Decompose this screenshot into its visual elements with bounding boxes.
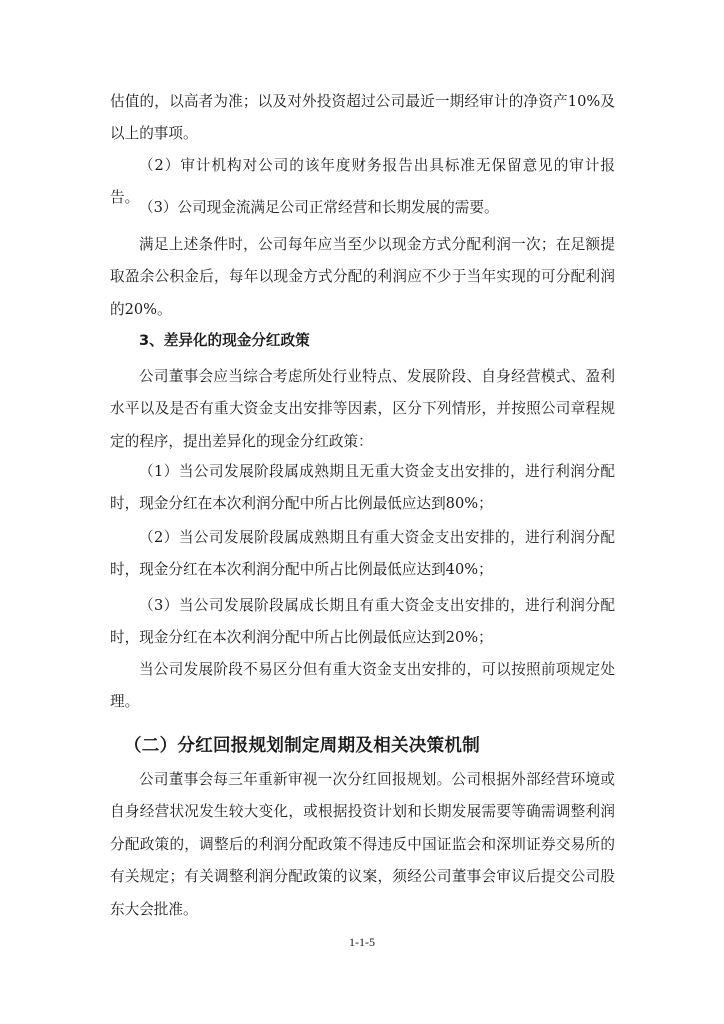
paragraph-condition-3: （3）公司现金流满足公司正常经营和长期发展的需要。 xyxy=(139,199,499,216)
paragraph-unclear-stage: 当公司发展阶段不易区分但有重大资金支出安排的，可以按照前项规定处理。 xyxy=(110,661,615,711)
paragraph-case-2: （2）当公司发展阶段属成熟期且有重大资金支出安排的，进行利润分配时，现金分红在本次利润分配中所占比例最低应达到40%； xyxy=(110,529,615,579)
paragraph-case-1: （1）当公司发展阶段属成熟期且无重大资金支出安排的，进行利润分配时，现金分红在本次利润分配中所占比例最低应达到80%； xyxy=(110,463,615,513)
section-heading-planning-cycle: （二）分红回报规划制定周期及相关决策机制 xyxy=(124,736,480,756)
paragraph-condition-2: （2）审计机构对公司的该年度财务报告出具标准无保留意见的审计报告。 xyxy=(110,157,615,207)
paragraph-board-review: 公司董事会每三年重新审视一次分红回报规划。公司根据外部经营环境或自身经营状况发生较大变化，或根据投资计划和长期发展需要等确需调整利润分配政策的，调整后的利润分配政策不得违反中国证监会和深圳证券交易所的有关规定；有关调整利润分配政策的议案，须经公司董事会审议后提交公司股东大会批准。 xyxy=(110,771,615,918)
paragraph-continuation: 估值的，以高者为准；以及对外投资超过公司最近一期经审计的净资产10%及以上的事项。 xyxy=(110,93,615,143)
section-heading-differentiated-policy: 3、差异化的现金分红政策 xyxy=(139,332,310,349)
paragraph-case-3: （3）当公司发展阶段属成长期且有重大资金支出安排的，进行利润分配时，现金分红在本次利润分配中所占比例最低应达到20%； xyxy=(110,597,615,647)
paragraph-cash-distribution: 满足上述条件时，公司每年应当至少以现金方式分配利润一次；在足额提取盈余公积金后，每年以现金方式分配的利润应不少于当年实现的可分配利润的20%。 xyxy=(110,236,615,318)
page-number: 1-1-5 xyxy=(349,935,375,949)
paragraph-board-consideration: 公司董事会应当综合考虑所处行业特点、发展阶段、自身经营模式、盈利水平以及是否有重大资金支出安排等因素，区分下列情形，并按照公司章程规定的程序，提出差异化的现金分红政策： xyxy=(110,368,615,450)
